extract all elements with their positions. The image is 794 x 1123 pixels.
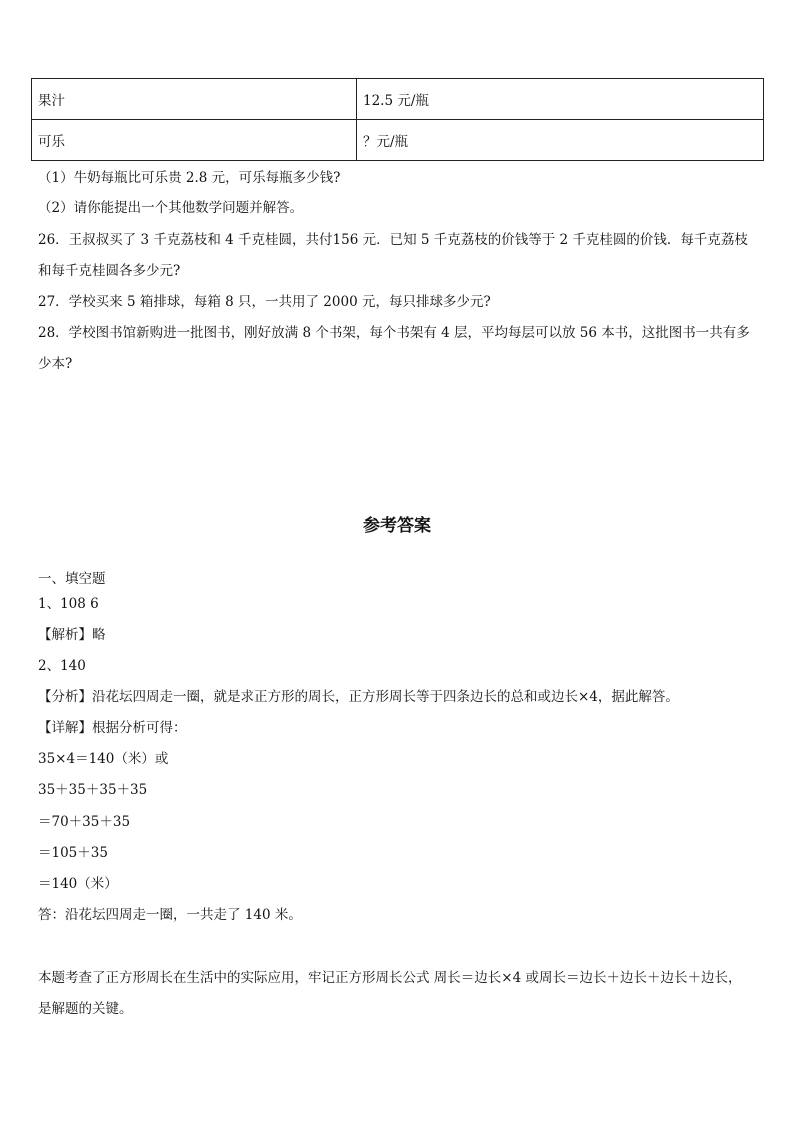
review-line-1: 本题考查了正方形周长在生活中的实际应用，牢记正方形周长公式 周长＝边长×4 或周长＝边长＋边长＋边长＋边长， xyxy=(38,970,742,986)
answer-2: 2、140 xyxy=(38,658,86,674)
price-table xyxy=(31,78,764,161)
calculation-line-1: 35×4＝140（米）或 xyxy=(38,751,169,767)
question-28-line-2: 少本? xyxy=(38,356,73,372)
calculation-line-4: ＝105＋35 xyxy=(38,845,108,861)
table-cell-price: ？元/瓶 xyxy=(357,120,764,161)
calculation-line-2: 35＋35＋35＋35 xyxy=(38,782,148,798)
calculation-line-3: ＝70＋35＋35 xyxy=(38,814,131,830)
answer-1-analysis: 【解析】略 xyxy=(38,627,106,643)
question-sub-2: （2）请你能提出一个其他数学问题并解答。 xyxy=(38,200,304,216)
question-26-line-1: 26．王叔叔买了 3 千克荔枝和 4 千克桂圆，共付156 元．已知 5 千克荔枝的价钱等于 2 千克桂圆的价钱．每千克荔枝 xyxy=(38,232,748,248)
table-row xyxy=(32,120,764,161)
table-row xyxy=(32,79,764,120)
question-28-line-1: 28．学校图书馆新购进一批图书，刚好放满 8 个书架，每个书架有 4 层，平均每层可以放 56 本书，这批图书一共有多 xyxy=(38,325,750,341)
review-line-2: 是解题的关键。 xyxy=(38,1001,133,1017)
question-sub-1: （1）牛奶每瓶比可乐贵 2.8 元，可乐每瓶多少钱? xyxy=(38,170,341,186)
section-heading: 一、填空题 xyxy=(38,571,106,587)
table-cell-item: 果汁 xyxy=(32,79,357,120)
table-cell-item: 可乐 xyxy=(32,120,357,161)
answer-2-analysis: 【分析】沿花坛四周走一圈，就是求正方形的周长，正方形周长等于四条边长的总和或边长×4，据此解答。 xyxy=(38,689,679,705)
question-27: 27．学校买来 5 箱排球，每箱 8 只，一共用了 2000 元，每只排球多少元? xyxy=(38,294,491,310)
answer-2-detail: 【详解】根据分析可得： xyxy=(38,720,187,736)
question-26-line-2: 和每千克桂圆各多少元? xyxy=(38,263,181,279)
calculation-line-5: ＝140（米） xyxy=(38,876,118,892)
answer-2-conclusion: 答：沿花坛四周走一圈，一共走了 140 米。 xyxy=(38,907,302,923)
table-cell-price: 12.5 元/瓶 xyxy=(357,79,764,120)
answer-1: 1、108 6 xyxy=(38,596,99,612)
answers-title: 参考答案 xyxy=(363,516,431,536)
